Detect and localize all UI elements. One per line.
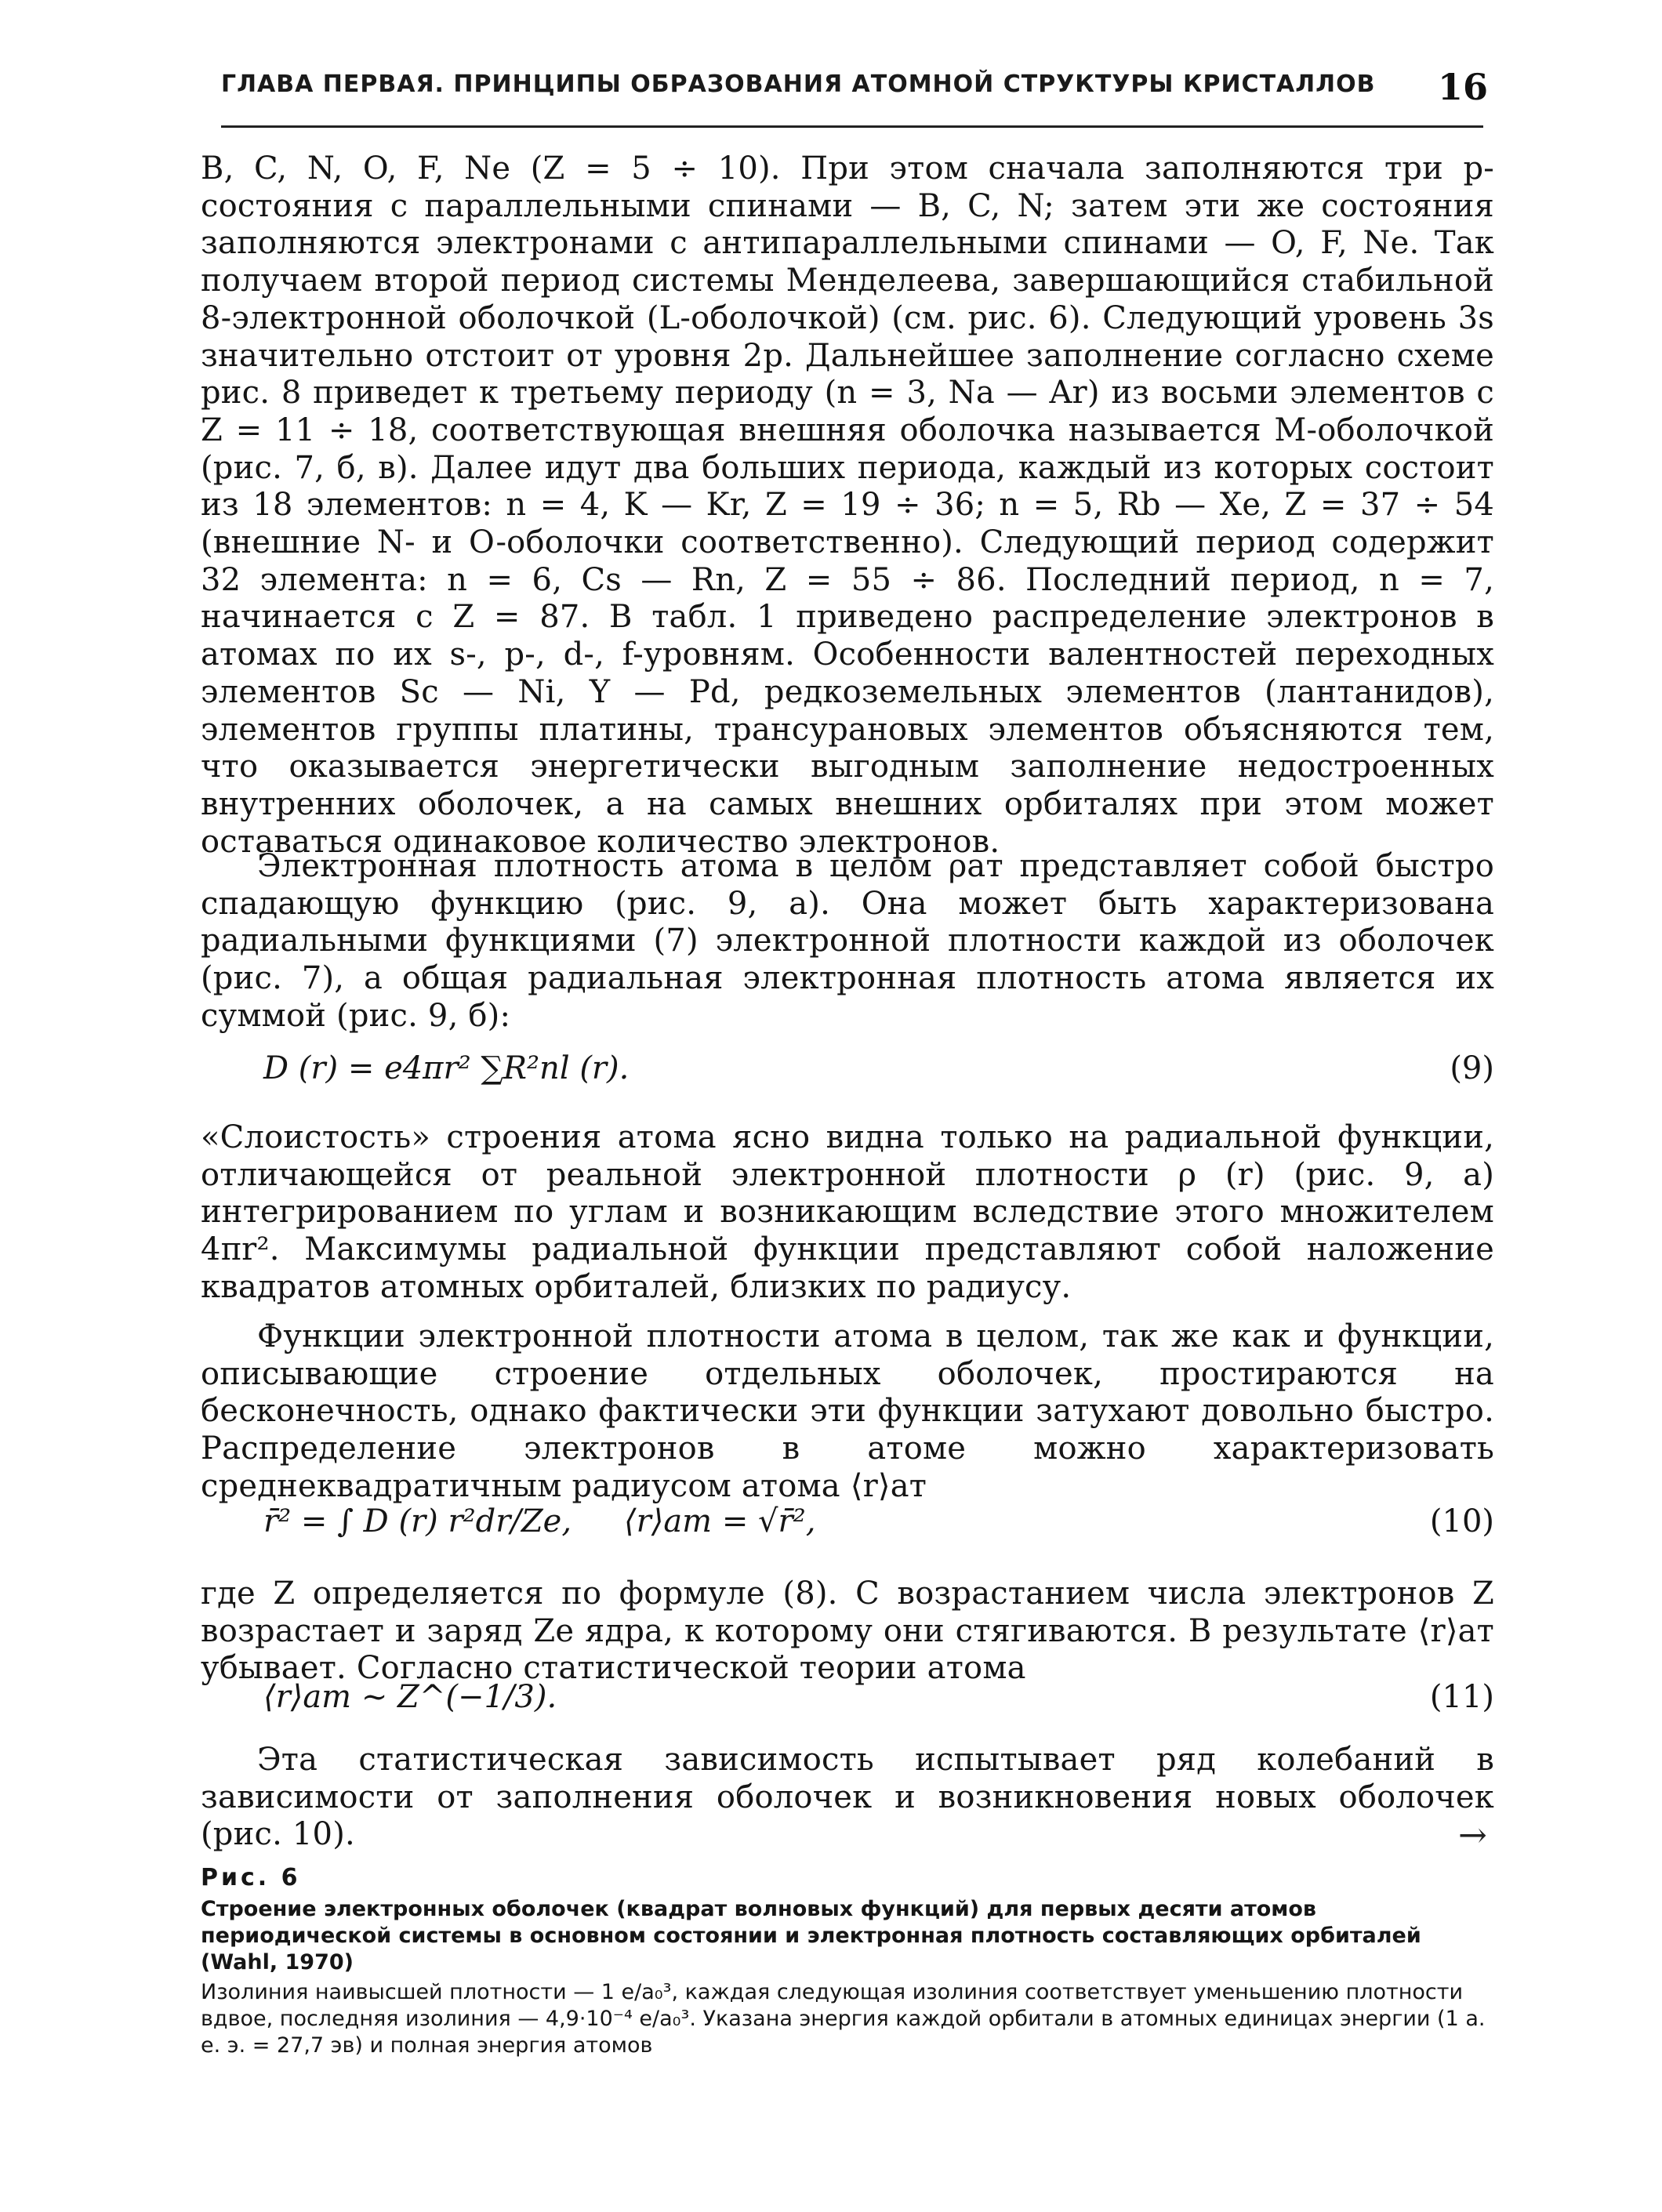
paragraph-2: Электронная плотность атома в целом ρат представляет собой быстро спадающую функцию (рис. 9, а). Она может быть характеризована радиальными функциями (7) электронной плотности каждой из оболочек (рис. 7), а общая радиальная электронная плотность атома является их суммой (рис. 9, б): xyxy=(201,848,1494,1034)
formula-10-expression: r̄² = ∫ D (r) r²dr/Ze, xyxy=(263,1503,572,1539)
paragraph-1-block xyxy=(201,150,1494,861)
figure-caption xyxy=(201,1864,1486,2059)
paragraph-6: Эта статистическая зависимость испытывает ряд колебаний в зависимости от заполнения оболочек и возникновения новых оболочек (рис. 10). xyxy=(201,1742,1494,1853)
formula-11-expression: ⟨r⟩ат ~ Z^(−1/3). xyxy=(263,1679,557,1715)
formula-11-number: (11) xyxy=(1429,1679,1494,1715)
paragraph-3-block xyxy=(201,1119,1494,1307)
formula-10 xyxy=(201,1503,1494,1547)
paragraph-4-block xyxy=(201,1318,1494,1506)
formula-9-number: (9) xyxy=(1450,1050,1494,1086)
formula-9 xyxy=(201,1050,1494,1094)
formula-10-expression-2: ⟨r⟩ат = √r̄², xyxy=(624,1503,816,1539)
paragraph-4: Функции электронной плотности атома в целом, так же как и функции, описывающие строение отдельных оболочек, простираются на бесконечность, однако фактически эти функции затухают довольно быстро. Распределение электронов в атоме можно характеризовать среднеквадратичным радиусом атома ⟨r⟩ат xyxy=(201,1318,1494,1504)
header-rule xyxy=(221,125,1483,128)
paragraph-2-block xyxy=(201,848,1494,1035)
formula-10-number: (10) xyxy=(1429,1503,1494,1539)
page-number: 16 xyxy=(1438,66,1489,108)
paragraph-5-block xyxy=(201,1576,1494,1688)
formula-11 xyxy=(201,1679,1494,1723)
paragraph-3: «Слоистость» строения атома ясно видна только на радиальной функции, отличающейся от реальной электронной плотности ρ (r) (рис. 9, а) интегрированием по углам и возникающим вследствие этого множителем 4πr². Максимумы радиальной функции представляют собой наложение квадратов атомных орбиталей, близких по радиусу. xyxy=(201,1119,1494,1305)
paragraph-1: B, C, N, O, F, Ne (Z = 5 ÷ 10). При этом сначала заполняются три p-состояния с параллельными спинами — B, C, N; затем эти же состояния заполняются электронами с антипараллельными спинами — O, F, Ne. Так получаем второй период системы Менделеева, завершающийся стабильной 8-электронной оболочкой (L-оболочкой) (см. рис. 6). Следующий уровень 3s значительно отстоит от уровня 2p. Дальнейшее заполнение согласно схеме рис. 8 приведет к третьему периоду (n = 3, Na — Ar) из восьми элементов с Z = 11 ÷ 18, соответствующая внешняя оболочка называется M-оболочкой (рис. 7, б, в). Далее идут два больших периода, каждый из которых состоит из 18 элементов: n = 4, K — Kr, Z = 19 ÷ 36; n = 5, Rb — Xe, Z = 37 ÷ 54 (внешние N- и O-оболочки соответственно). Следующий период содержит 32 элемента: n = 6, Cs — Rn, Z = 55 ÷ 86. Последний период, n = 7, начинается с Z = 87. В табл. 1 приведено распределение электронов в атомах по их s-, p-, d-, f-уровням. Особенности валентностей переходных элементов Sc — Ni, Y — Pd, редкоземельных элементов (лантанидов), элементов группы платины, трансурановых элементов объясняются тем, что оказывается энергетически выгодным заполнение недостроенных внутренних оболочек, а на самых внешних орбиталях при этом может оставаться одинаковое количество электронов. xyxy=(201,150,1494,860)
caption-label: Рис. 6 xyxy=(201,1864,301,1891)
caption-note: Изолиния наивысшей плотности — 1 e/a₀³, каждая следующая изолиния соответствует уменьшению плотности вдвое, последняя изолиния — 4,9·10⁻⁴ e/a₀³. Указана энергия каждой орбитали в атомных единицах энергии (1 а. е. э. = 27,7 эв) и полная энергия атомов xyxy=(201,1980,1486,2058)
formula-9-expression: D (r) = e4πr² ∑R²nl (r). xyxy=(263,1050,630,1086)
paragraph-6-block xyxy=(201,1742,1494,1854)
caption-title: Строение электронных оболочек (квадрат волновых функций) для первых десяти атомов периодической системы в основном состоянии и электронная плотность составляющих орбиталей (Wahl, 1970) xyxy=(201,1897,1421,1974)
paragraph-5: где Z определяется по формуле (8). С возрастанием числа электронов Z возрастает и заряд Ze ядра, к которому они стягиваются. В результате ⟨r⟩ат убывает. Согласно статистической теории атома xyxy=(201,1576,1494,1687)
continuation-arrow-icon: → xyxy=(1458,1815,1487,1855)
running-header: ГЛАВА ПЕРВАЯ. ПРИНЦИПЫ ОБРАЗОВАНИЯ АТОМНОЙ СТРУКТУРЫ КРИСТАЛЛОВ xyxy=(221,71,1376,98)
